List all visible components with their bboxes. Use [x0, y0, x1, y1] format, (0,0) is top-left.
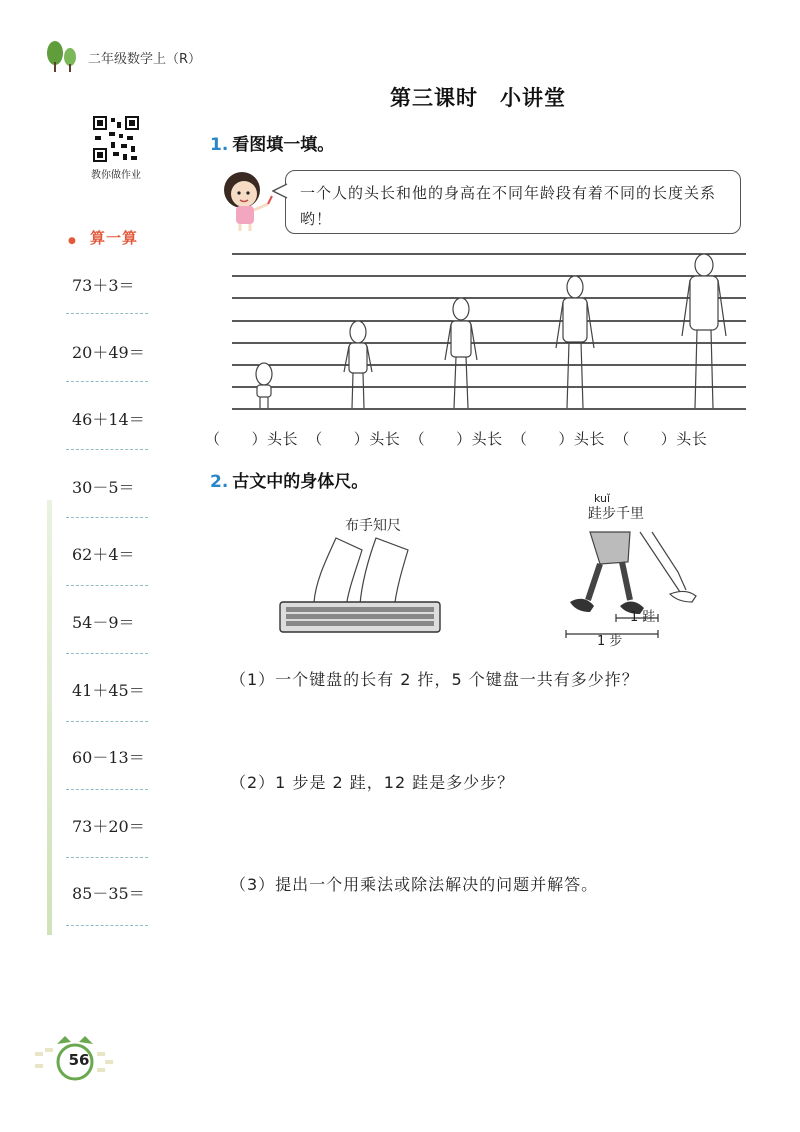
walking-legs-illustration [560, 522, 700, 647]
speech-text: 一个人的头长和他的身高在不同年龄段有着不同的长度关系哟！ [300, 184, 717, 228]
label-one-kui: 1 跬 [630, 610, 656, 625]
answer-line[interactable] [66, 721, 148, 722]
calc-item: 20＋49＝ [72, 343, 145, 362]
answer-line[interactable] [66, 925, 148, 926]
question-title: 看图填一填。 [232, 135, 335, 155]
figure-teen [556, 276, 594, 408]
header-tree-icon [44, 40, 80, 74]
question-title: 古文中的身体尺。 [232, 472, 369, 492]
calc-item: 85－35＝ [72, 884, 145, 903]
walking-caption: 跬步千里 [588, 506, 644, 522]
answer-line[interactable] [66, 313, 148, 314]
label-one-bu: 1 步 [597, 634, 623, 649]
calc-item: 54－9＝ [72, 613, 135, 632]
blank-head-length-3[interactable]: （ ）头长 [409, 430, 503, 448]
blank-head-length-5[interactable]: （ ）头长 [614, 430, 708, 448]
subquestion-1: （1）一个键盘的长有 2 拃，5 个键盘一共有多少拃？ [230, 670, 639, 689]
answer-line[interactable] [66, 517, 148, 518]
qr-code-icon[interactable] [93, 116, 139, 162]
question-1-heading [210, 130, 334, 155]
subquestion-3: （3）提出一个用乘法或除法解决的问题并解答。 [230, 875, 599, 894]
section-dot-icon: ● [68, 236, 76, 246]
blank-head-length-1[interactable]: （ ）头长 [205, 430, 299, 448]
pinyin-kui: kuǐ [594, 492, 611, 505]
answer-line[interactable] [66, 585, 148, 586]
blank-head-length-2[interactable]: （ ）头长 [307, 430, 401, 448]
figure-adult [682, 254, 726, 408]
speech-bubble-tail [272, 182, 288, 200]
keyboard-caption: 布手知尺 [345, 518, 401, 534]
calc-item: 60－13＝ [72, 748, 145, 767]
lesson-title: 第三课时 小讲堂 [390, 86, 566, 110]
question-number: 2. [210, 472, 229, 492]
qr-caption: 教你做作业 [91, 170, 141, 181]
figure-older-child [445, 298, 477, 408]
hands-on-keyboard-illustration [276, 530, 444, 638]
page-number: 56 [68, 1051, 90, 1069]
answer-line[interactable] [66, 381, 148, 382]
head-length-blanks [205, 428, 765, 449]
subquestion-2: （2）1 步是 2 跬，12 跬是多少步？ [230, 773, 515, 792]
answer-line[interactable] [66, 653, 148, 654]
figure-baby [256, 363, 272, 408]
calc-item: 73＋20＝ [72, 817, 145, 836]
book-label: 二年级数学上（R） [88, 52, 202, 67]
sidebar-decoration [47, 500, 52, 935]
question-number: 1. [210, 135, 229, 155]
sidebar-section-title: 算一算 [90, 229, 139, 247]
question-2-heading [210, 467, 368, 492]
girl-character-icon [220, 168, 282, 232]
calc-item: 73＋3＝ [72, 276, 135, 295]
calc-item: 41＋45＝ [72, 681, 145, 700]
calc-item: 30－5＝ [72, 478, 135, 497]
calc-item: 62＋4＝ [72, 545, 135, 564]
answer-line[interactable] [66, 449, 148, 450]
blank-head-length-4[interactable]: （ ）头长 [511, 430, 605, 448]
answer-line[interactable] [66, 789, 148, 790]
answer-line[interactable] [66, 857, 148, 858]
calc-item: 46＋14＝ [72, 410, 145, 429]
body-proportion-figure [232, 250, 746, 412]
